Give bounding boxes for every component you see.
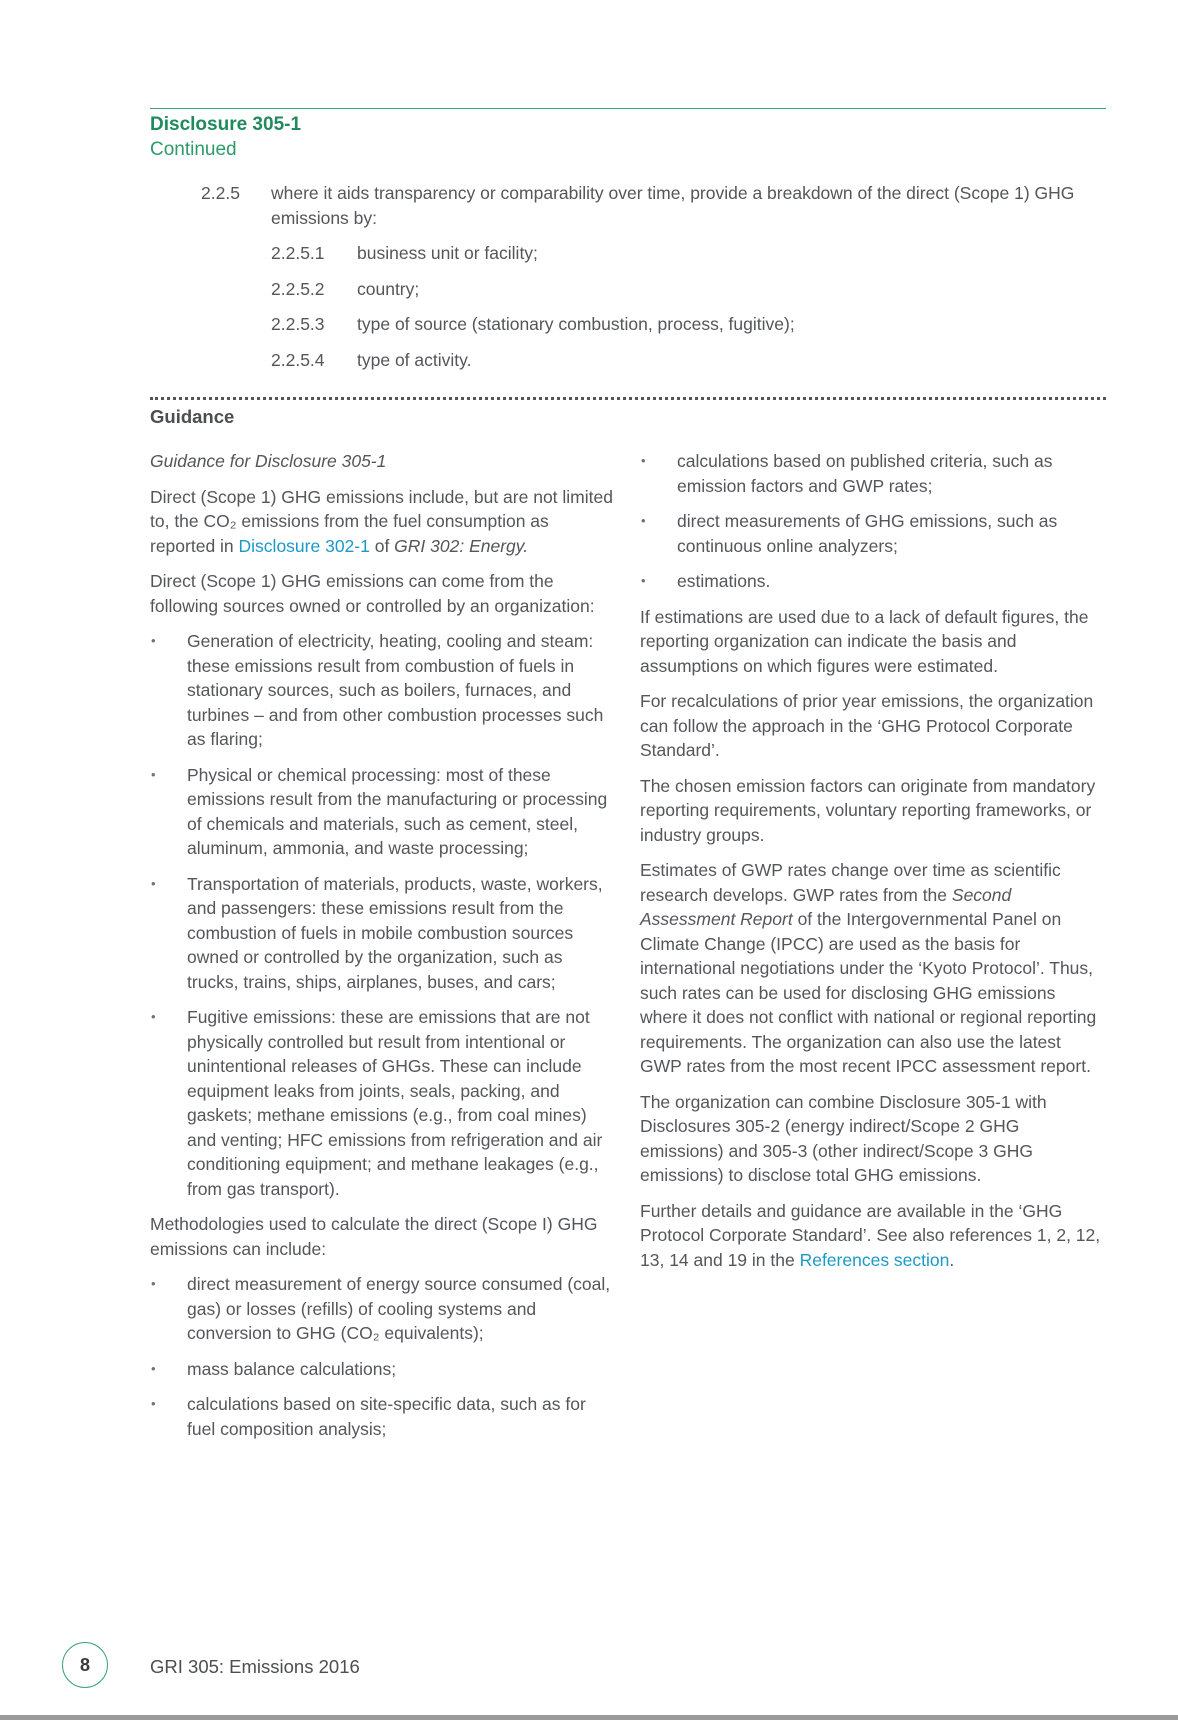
text-run: Second Assessment Report	[640, 884, 1012, 929]
page-number: 8	[79, 1654, 90, 1675]
sub-item-text: type of source (stationary combustion, process, fugitive);	[357, 314, 795, 334]
sub-item-number: 2.2.5.4	[271, 349, 325, 370]
requirement-row	[201, 181, 1106, 230]
guidance-left-column	[150, 449, 615, 1452]
sub-item-number: 2.2.5.2	[271, 278, 325, 299]
list-item: • estimations.	[640, 569, 1106, 594]
disclosure-title: Disclosure 305-1	[150, 114, 302, 135]
text-run: Estimates of GWP rates change over time as scientific research develops. GWP rates from the	[640, 860, 1061, 905]
guidance-paragraph: Methodologies used to calculate the direct (Scope I) GHG emissions can include:	[150, 1214, 598, 1259]
sub-item-text: business unit or facility;	[357, 243, 538, 263]
text-run: GRI 302: Energy.	[394, 535, 529, 556]
list-item: • Fugitive emissions: these are emissions that are not physically controlled but result from intentional or unintentional releases of GHGs. These can include equipment leaks from joints, seals, packing, and gaskets; methane emissions (e.g., from coal mines) and venting; HFC emissions from refrigeration and air conditioning equipment; and methane leakages (e.g., from gas transport).	[150, 1005, 615, 1201]
page-number-badge	[62, 1642, 108, 1688]
list-item: • direct measurements of GHG emissions, such as continuous online analyzers;	[640, 509, 1106, 558]
guidance-subheading: Guidance for Disclosure 305-1	[150, 451, 387, 471]
footer-title: GRI 305: Emissions 2016	[150, 1656, 360, 1677]
header-rule	[150, 108, 1106, 109]
list-item: • Generation of electricity, heating, cooling and steam: these emissions result from combustion of fuels in stationary sources, such as boilers, furnaces, and turbines – and from other combustion processes such as flaring;	[150, 629, 615, 752]
sub-item-number: 2.2.5.3	[271, 314, 325, 334]
sub-item-text: type of activity.	[357, 349, 472, 370]
sources-list	[150, 629, 615, 1201]
dotted-divider	[150, 397, 1106, 400]
list-item: • Physical or chemical processing: most of these emissions result from the manufacturing or processing of chemicals and materials, such as cement, steel, aluminum, ammonia, and waste processing;	[150, 763, 615, 861]
guidance-paragraph: If estimations are used due to a lack of default figures, the reporting organization can indicate the basis and assumptions on which figures were estimated.	[640, 606, 1089, 676]
guidance-paragraph: For recalculations of prior year emissions, the organization can follow the approach in the ‘GHG Protocol Corporate Standard’.	[640, 691, 1094, 760]
bottom-bar	[0, 1715, 1178, 1720]
guidance-paragraph: Direct (Scope 1) GHG emissions can come from the following sources owned or controlled by an organization:	[150, 571, 595, 616]
sub-item	[271, 348, 1106, 373]
requirement-text: where it aids transparency or comparability over time, provide a breakdown of the direct (Scope 1) GHG emissions by:	[271, 183, 1075, 228]
list-item: • calculations based on published criteria, such as emission factors and GWP rates;	[640, 449, 1106, 498]
sub-item-text: country;	[357, 278, 420, 299]
list-item: • direct measurement of energy source consumed (coal, gas) or losses (refills) of cooling systems and conversion to GHG (CO₂ equivalents);	[150, 1272, 615, 1346]
sub-item-number: 2.2.5.1	[271, 243, 325, 263]
list-item: • Transportation of materials, products, waste, workers, and passengers: these emissions result from the combustion of fuels in mobile combustion sources owned or controlled by the organization, such as trucks, trains, ships, airplanes, buses, and cars;	[150, 872, 615, 995]
text-run: .	[949, 1249, 955, 1270]
disclosure-302-1-link[interactable]: Disclosure 302-1	[238, 535, 370, 556]
sub-item	[271, 277, 1106, 302]
text-run: of the Intergovernmental Panel on Climate Change (IPCC) are used as the basis for international negotiations under the ‘Kyoto Protocol’. Thus, such rates can be used for disclosing GHG emissions where it does not conflict with national or regional reporting requirements. The organization can also use the latest GWP rates from the most recent IPCC assessment report.	[640, 909, 1097, 1076]
methods-list-left	[150, 1272, 615, 1441]
text-run: Further details and guidance are available in the ‘GHG Protocol Corporate Standard’. See also references 1, 2, 12, 13, 14 and 19 in the	[640, 1200, 1101, 1270]
requirement-sublist	[271, 241, 1106, 372]
sub-item	[271, 312, 1106, 337]
disclosure-continued: Continued	[150, 139, 237, 160]
references-section-link[interactable]: References section	[799, 1249, 950, 1270]
guidance-paragraph	[150, 485, 615, 559]
sub-item	[271, 241, 1106, 266]
guidance-heading: Guidance	[150, 406, 235, 427]
requirement-block	[201, 181, 1106, 372]
list-item: • mass balance calculations;	[150, 1357, 615, 1382]
requirement-number: 2.2.5	[201, 183, 240, 203]
guidance-paragraph: The organization can combine Disclosure 305-1 with Disclosures 305-2 (energy indirect/Scope 2 GHG emissions) and 305-3 (other indirect/Scope 3 GHG emissions) to disclose total GHG emissions.	[640, 1091, 1047, 1185]
text-run: Direct (Scope 1) GHG emissions include, but are not limited to, the CO₂ emissions from the fuel consumption as reported in	[150, 486, 613, 556]
guidance-paragraph	[640, 1199, 1106, 1273]
text-run: of	[369, 535, 395, 556]
guidance-paragraph: The chosen emission factors can originate from mandatory reporting requirements, voluntary reporting frameworks, or industry groups.	[640, 775, 1096, 845]
methods-list-right	[640, 449, 1106, 594]
list-item: • calculations based on site-specific data, such as for fuel composition analysis;	[150, 1392, 615, 1441]
guidance-right-column	[640, 449, 1106, 1283]
guidance-paragraph	[640, 858, 1106, 1079]
